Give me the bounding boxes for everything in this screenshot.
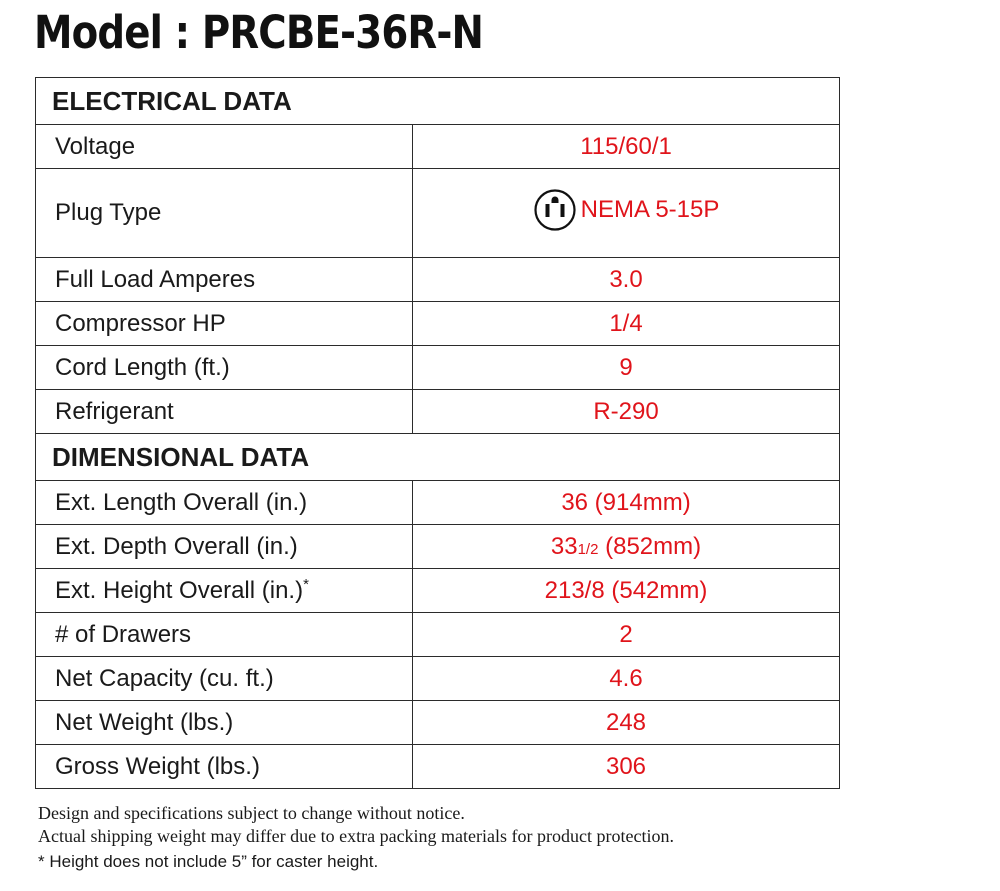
row-value: 248 [413, 701, 840, 745]
table-row [36, 346, 840, 390]
row-value: 36 (914mm) [413, 481, 840, 525]
row-value: 213/8 (542mm) [413, 569, 840, 613]
row-label: Full Load Amperes [36, 258, 413, 302]
disclaimer-note: Design and specifications subject to change without notice. [38, 803, 465, 823]
value-metric: (852mm) [598, 532, 702, 560]
height-footnote: * Height does not include 5” for caster height. [38, 852, 379, 871]
row-value-plug [413, 169, 840, 258]
spec-table [35, 77, 840, 789]
table-row [36, 657, 840, 701]
table-row [36, 481, 840, 525]
shipping-weight-note: Actual shipping weight may differ due to extra packing materials for product protection. [38, 826, 674, 846]
row-value: 115/60/1 [413, 125, 840, 169]
table-row [36, 169, 840, 258]
row-value: 3.0 [413, 258, 840, 302]
row-label: Net Capacity (cu. ft.) [36, 657, 413, 701]
value-fraction: 1/2 [577, 540, 599, 558]
row-label: Ext. Length Overall (in.) [36, 481, 413, 525]
row-value: 306 [413, 745, 840, 789]
row-value: 1/4 [413, 302, 840, 346]
section-row-electrical [36, 78, 840, 125]
row-value: 4.6 [413, 657, 840, 701]
row-value: 9 [413, 346, 840, 390]
row-label: Refrigerant [36, 390, 413, 434]
row-label: Gross Weight (lbs.) [36, 745, 413, 789]
row-label: Voltage [36, 125, 413, 169]
row-label: Compressor HP [36, 302, 413, 346]
section-heading-electrical: ELECTRICAL DATA [36, 78, 840, 125]
table-row [36, 125, 840, 169]
model-title: Model : PRCBE-36R-N [34, 6, 484, 59]
footnotes [38, 802, 674, 873]
row-value: 2 [413, 613, 840, 657]
table-row [36, 613, 840, 657]
value-whole: 33 [550, 532, 578, 560]
row-label: # of Drawers [36, 613, 413, 657]
table-row [36, 569, 840, 613]
table-row [36, 258, 840, 302]
table-row [36, 390, 840, 434]
nema-plug-icon [533, 188, 577, 232]
footnote-mark: * [303, 575, 309, 593]
row-label-text: Ext. Height Overall (in.) [55, 576, 304, 604]
table-row [36, 302, 840, 346]
section-row-dimensional [36, 434, 840, 481]
row-value [413, 525, 840, 569]
row-value: R-290 [413, 390, 840, 434]
row-label: Cord Length (ft.) [36, 346, 413, 390]
row-label-height [36, 569, 413, 613]
section-heading-dimensional: DIMENSIONAL DATA [36, 434, 840, 481]
plug-type-value: NEMA 5-15P [580, 195, 720, 223]
table-row [36, 525, 840, 569]
row-label: Net Weight (lbs.) [36, 701, 413, 745]
table-row [36, 701, 840, 745]
row-label: Ext. Depth Overall (in.) [36, 525, 413, 569]
table-row [36, 745, 840, 789]
row-label: Plug Type [36, 169, 413, 258]
